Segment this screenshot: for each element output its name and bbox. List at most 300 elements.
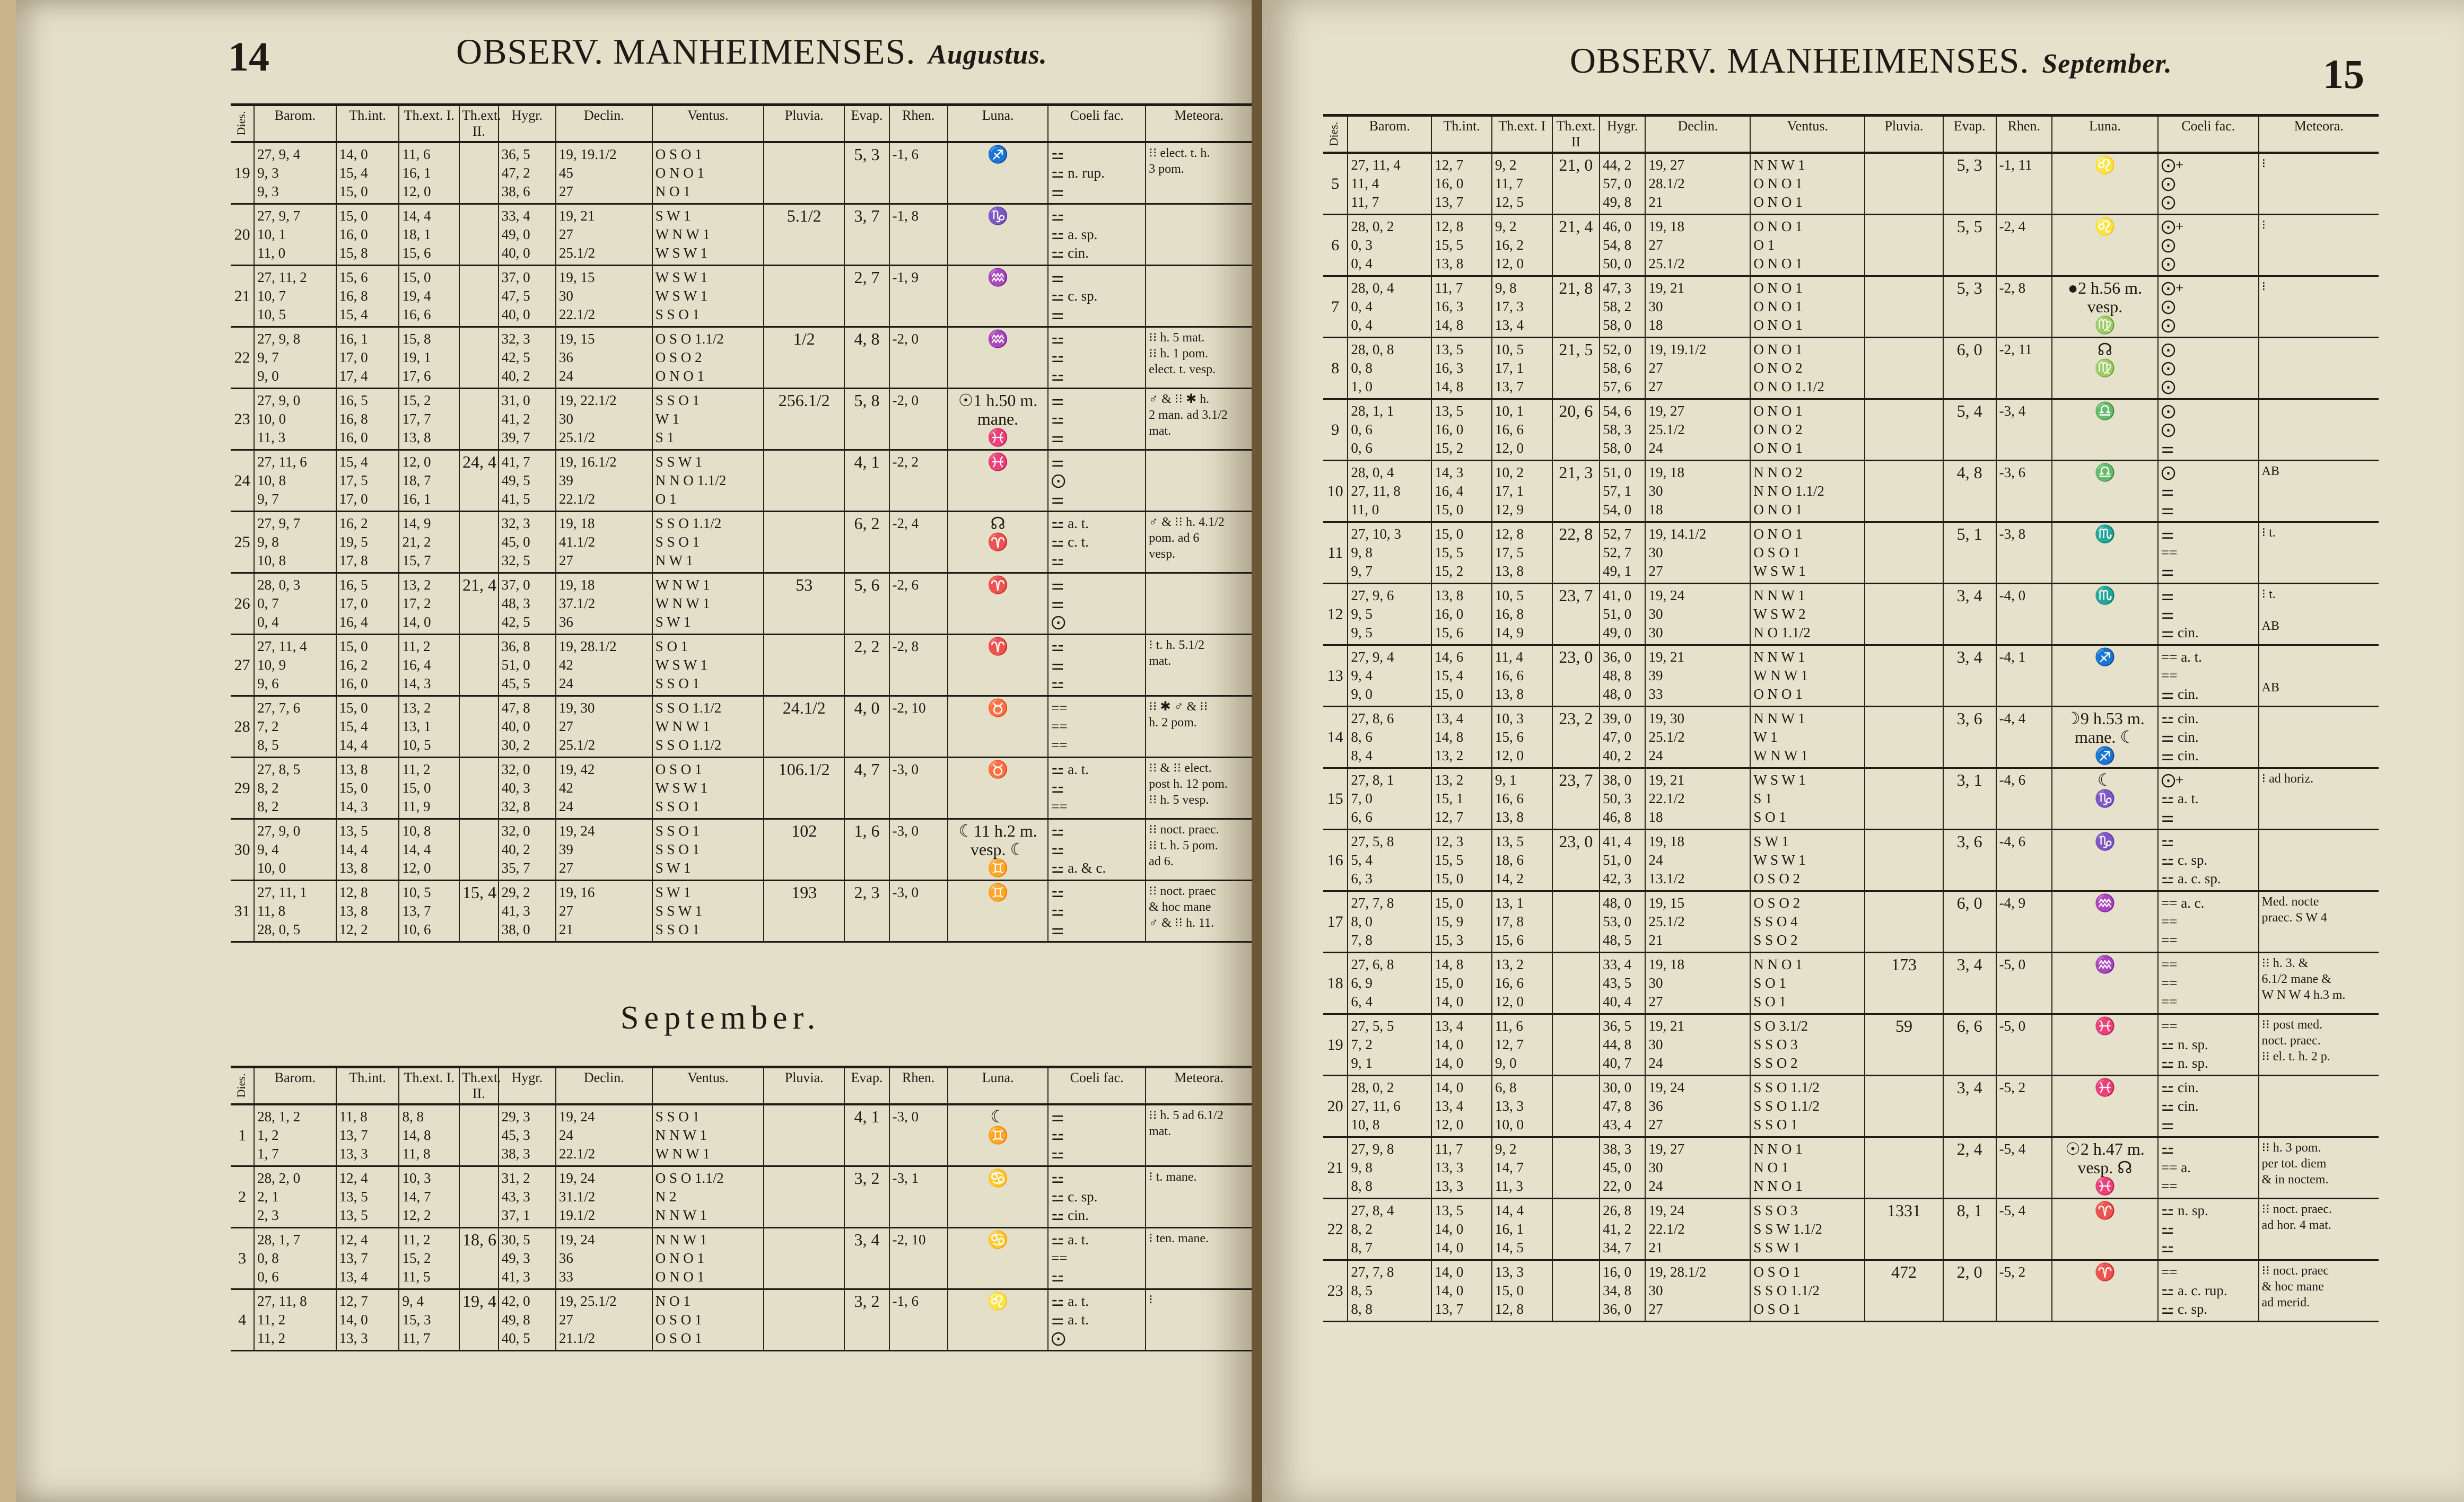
pluvia-cell: 106.1/2 bbox=[764, 758, 844, 819]
thext1-cell: 13, 1 17, 8 15, 6 bbox=[1492, 891, 1552, 953]
table-row bbox=[231, 1166, 1252, 1228]
thext2-cell bbox=[459, 758, 499, 819]
declin-cell: 19, 18 27 25.1/2 bbox=[1645, 215, 1750, 276]
declin-cell: 19, 24 36 33 bbox=[556, 1228, 652, 1289]
thext1-cell: 10, 2 17, 1 12, 9 bbox=[1492, 461, 1552, 522]
rhen-cell: -2, 4 bbox=[889, 512, 948, 573]
thext1-cell: 12, 0 18, 7 16, 1 bbox=[399, 450, 459, 512]
pluvia-cell bbox=[1865, 461, 1943, 522]
pluvia-cell: 53 bbox=[764, 573, 844, 635]
col-pluvia: Pluvia. bbox=[764, 105, 844, 143]
thext1-cell: 10, 1 16, 6 12, 0 bbox=[1492, 399, 1552, 461]
thint-cell: 13, 5 16, 3 14, 8 bbox=[1431, 338, 1492, 399]
barom-cell: 28, 0, 8 0, 8 1, 0 bbox=[1348, 338, 1431, 399]
declin-cell: 19, 18 37.1/2 36 bbox=[556, 573, 652, 635]
thext1-cell: 10, 3 14, 7 12, 2 bbox=[399, 1166, 459, 1228]
rhen-cell: -3, 0 bbox=[889, 819, 948, 881]
meteora-cell: ⁝⁝ h. 5 mat. ⁝⁝ h. 1 pom. elect. t. vesp. bbox=[1146, 327, 1252, 389]
luna-cell: ♊ bbox=[948, 881, 1048, 942]
evap-cell: 4, 0 bbox=[844, 696, 889, 758]
hygr-cell: 38, 0 50, 3 46, 8 bbox=[1600, 768, 1645, 830]
evap-cell: 5, 5 bbox=[1943, 215, 1996, 276]
meteora-cell bbox=[2259, 707, 2379, 768]
pluvia-cell bbox=[764, 512, 844, 573]
rhen-cell: -3, 8 bbox=[1996, 522, 2052, 584]
barom-cell: 27, 7, 8 8, 5 8, 8 bbox=[1348, 1260, 1431, 1322]
declin-cell: 19, 30 27 25.1/2 bbox=[556, 696, 652, 758]
thext1-cell: 14, 4 18, 1 15, 6 bbox=[399, 204, 459, 266]
pluvia-cell bbox=[1865, 584, 1943, 645]
evap-cell: 5, 1 bbox=[1943, 522, 1996, 584]
day-cell: 21 bbox=[231, 266, 254, 327]
thext1-cell: 10, 5 17, 1 13, 7 bbox=[1492, 338, 1552, 399]
col-barom: Barom. bbox=[1348, 116, 1431, 153]
barom-cell: 27, 11, 6 10, 8 9, 7 bbox=[254, 450, 336, 512]
meteora-cell: ⁝ t. AB bbox=[2259, 584, 2379, 645]
ventus-cell: N N O 2 N N O 1.1/2 O N O 1 bbox=[1750, 461, 1865, 522]
ventus-cell: N N W 1 O N O 1 O N O 1 bbox=[1750, 153, 1865, 215]
evap-cell: 2, 7 bbox=[844, 266, 889, 327]
coeli-cell: == ⚍ a. c. rup. ⚍ c. sp. bbox=[2158, 1260, 2259, 1322]
rhen-cell: -5, 0 bbox=[1996, 1014, 2052, 1076]
day-cell: 9 bbox=[1323, 399, 1348, 461]
barom-cell: 27, 11, 8 11, 2 11, 2 bbox=[254, 1289, 336, 1351]
pluvia-cell bbox=[1865, 707, 1943, 768]
luna-cell: ♓ bbox=[2052, 1076, 2158, 1137]
thext1-cell: 13, 5 18, 6 14, 2 bbox=[1492, 830, 1552, 891]
hygr-cell: 31, 0 41, 2 39, 7 bbox=[499, 389, 556, 450]
table-row bbox=[231, 696, 1252, 758]
day-cell: 16 bbox=[1323, 830, 1348, 891]
thint-cell: 14, 0 15, 4 15, 0 bbox=[336, 142, 399, 204]
barom-cell: 28, 0, 3 0, 7 0, 4 bbox=[254, 573, 336, 635]
table-row bbox=[1323, 215, 2379, 276]
col-dies: Dies. bbox=[231, 105, 254, 143]
declin-cell: 19, 27 25.1/2 24 bbox=[1645, 399, 1750, 461]
thext1-cell: 15, 8 19, 1 17, 6 bbox=[399, 327, 459, 389]
thint-cell: 15, 0 16, 2 16, 0 bbox=[336, 635, 399, 696]
evap-cell: 3, 4 bbox=[1943, 1076, 1996, 1137]
col-ventus: Ventus. bbox=[652, 1067, 764, 1105]
thint-cell: 11, 7 16, 3 14, 8 bbox=[1431, 276, 1492, 338]
hygr-cell: 41, 4 51, 0 42, 3 bbox=[1600, 830, 1645, 891]
day-cell: 11 bbox=[1323, 522, 1348, 584]
table-row bbox=[231, 819, 1252, 881]
luna-cell: ♑ bbox=[2052, 830, 2158, 891]
pluvia-cell: 102 bbox=[764, 819, 844, 881]
barom-cell: 27, 9, 7 10, 1 11, 0 bbox=[254, 204, 336, 266]
pluvia-cell bbox=[764, 1166, 844, 1228]
luna-cell: ☽9 h.53 m. mane. ☾ ♐ bbox=[2052, 707, 2158, 768]
hygr-cell: 47, 8 40, 0 30, 2 bbox=[499, 696, 556, 758]
evap-cell: 2, 0 bbox=[1943, 1260, 1996, 1322]
rhen-cell: -2, 8 bbox=[1996, 276, 2052, 338]
thint-cell: 14, 3 16, 4 15, 0 bbox=[1431, 461, 1492, 522]
page-number: 14 bbox=[228, 33, 269, 80]
pluvia-cell bbox=[1865, 215, 1943, 276]
hygr-cell: 52, 7 52, 7 49, 1 bbox=[1600, 522, 1645, 584]
declin-cell: 19, 18 24 13.1/2 bbox=[1645, 830, 1750, 891]
coeli-cell: ⚌ == ⚌ bbox=[2158, 522, 2259, 584]
barom-cell: 27, 11, 4 10, 9 9, 6 bbox=[254, 635, 336, 696]
thext2-cell: 18, 6 bbox=[459, 1228, 499, 1289]
rhen-cell: -3, 0 bbox=[889, 881, 948, 942]
day-cell: 28 bbox=[231, 696, 254, 758]
thext1-cell: 13, 2 13, 1 10, 5 bbox=[399, 696, 459, 758]
ventus-cell: S S O 3 S S W 1.1/2 S S W 1 bbox=[1750, 1199, 1865, 1260]
declin-cell: 19, 25.1/2 27 21.1/2 bbox=[556, 1289, 652, 1351]
barom-cell: 27, 5, 8 5, 4 6, 3 bbox=[1348, 830, 1431, 891]
day-cell: 20 bbox=[231, 204, 254, 266]
rhen-cell: -5, 2 bbox=[1996, 1260, 2052, 1322]
pluvia-cell: 173 bbox=[1865, 953, 1943, 1014]
hygr-cell: 44, 2 57, 0 49, 8 bbox=[1600, 153, 1645, 215]
evap-cell: 5, 8 bbox=[844, 389, 889, 450]
declin-cell: 19, 24 30 30 bbox=[1645, 584, 1750, 645]
august-rows bbox=[231, 142, 1252, 942]
thint-cell: 13, 2 15, 1 12, 7 bbox=[1431, 768, 1492, 830]
pluvia-cell bbox=[764, 1228, 844, 1289]
table-row bbox=[1323, 830, 2379, 891]
thext1-cell: 10, 5 16, 8 14, 9 bbox=[1492, 584, 1552, 645]
pluvia-cell bbox=[1865, 399, 1943, 461]
day-cell: 1 bbox=[231, 1104, 254, 1166]
coeli-cell: == == == bbox=[1048, 696, 1146, 758]
thint-cell: 12, 7 14, 0 13, 3 bbox=[336, 1289, 399, 1351]
september-rows-right bbox=[1323, 153, 2379, 1322]
table-row bbox=[1323, 153, 2379, 215]
thext2-cell: 23, 7 bbox=[1552, 768, 1600, 830]
col-evap: Evap. bbox=[1943, 116, 1996, 153]
ventus-cell: N N W 1 W N W 1 O N O 1 bbox=[1750, 645, 1865, 707]
pluvia-cell bbox=[764, 142, 844, 204]
thext2-cell: 21, 8 bbox=[1552, 276, 1600, 338]
luna-cell: ♎ bbox=[2052, 461, 2158, 522]
day-cell: 29 bbox=[231, 758, 254, 819]
coeli-cell: ⚍ a. t. == ⚍ bbox=[1048, 1228, 1146, 1289]
luna-cell: ♓ bbox=[2052, 1014, 2158, 1076]
day-cell: 6 bbox=[1323, 215, 1348, 276]
thint-cell: 13, 8 15, 0 14, 3 bbox=[336, 758, 399, 819]
table-row bbox=[1323, 1014, 2379, 1076]
thext2-cell: 23, 0 bbox=[1552, 830, 1600, 891]
rhen-cell: -1, 8 bbox=[889, 204, 948, 266]
rhen-cell: -1, 6 bbox=[889, 142, 948, 204]
meteora-cell: ♂ & ⁝⁝ ✱ h. 2 man. ad 3.1/2 mat. bbox=[1146, 389, 1252, 450]
thext2-cell bbox=[459, 389, 499, 450]
barom-cell: 27, 9, 8 9, 8 8, 8 bbox=[1348, 1137, 1431, 1199]
rhen-cell: -3, 1 bbox=[889, 1166, 948, 1228]
evap-cell: 3, 4 bbox=[1943, 953, 1996, 1014]
hygr-cell: 36, 5 44, 8 40, 7 bbox=[1600, 1014, 1645, 1076]
luna-cell: ♌ bbox=[2052, 215, 2158, 276]
hygr-cell: 29, 2 41, 3 38, 0 bbox=[499, 881, 556, 942]
table-row bbox=[1323, 1076, 2379, 1137]
col-thint: Th.int. bbox=[336, 105, 399, 143]
barom-cell: 27, 9, 8 9, 7 9, 0 bbox=[254, 327, 336, 389]
luna-cell: ☾ ♊ bbox=[948, 1104, 1048, 1166]
rhen-cell: -4, 4 bbox=[1996, 707, 2052, 768]
evap-cell: 2, 3 bbox=[844, 881, 889, 942]
thext2-cell: 20, 6 bbox=[1552, 399, 1600, 461]
col-barom: Barom. bbox=[254, 1067, 336, 1105]
day-cell: 12 bbox=[1323, 584, 1348, 645]
thext1-cell: 11, 6 12, 7 9, 0 bbox=[1492, 1014, 1552, 1076]
table-row bbox=[1323, 338, 2379, 399]
luna-cell: ♏ bbox=[2052, 522, 2158, 584]
declin-cell: 19, 16.1/2 39 22.1/2 bbox=[556, 450, 652, 512]
evap-cell: 8, 1 bbox=[1943, 1199, 1996, 1260]
luna-cell: ♓ bbox=[948, 450, 1048, 512]
thext2-cell bbox=[1552, 1260, 1600, 1322]
coeli-cell: ⚌ ⚍ c. sp. ⚌ bbox=[1048, 266, 1146, 327]
thext2-cell bbox=[1552, 891, 1600, 953]
meteora-cell: Med. nocte praec. S W 4 bbox=[2259, 891, 2379, 953]
day-cell: 19 bbox=[1323, 1014, 1348, 1076]
day-cell: 3 bbox=[231, 1228, 254, 1289]
luna-cell: ♉ bbox=[948, 758, 1048, 819]
col-hygr: Hygr. bbox=[1600, 116, 1645, 153]
coeli-cell: ⚍ a. t. ⚌ a. t. ⨀ bbox=[1048, 1289, 1146, 1351]
col-pluvia: Pluvia. bbox=[1865, 116, 1943, 153]
col-thext1: Th.ext. I. bbox=[399, 1067, 459, 1105]
thext2-cell bbox=[1552, 953, 1600, 1014]
meteora-cell: ⁝⁝ & ⁝⁝ elect. post h. 12 pom. ⁝⁝ h. 5 vesp. bbox=[1146, 758, 1252, 819]
day-cell: 19 bbox=[231, 142, 254, 204]
coeli-cell: ⚌ ⚍ ⚍ bbox=[1048, 1104, 1146, 1166]
hygr-cell: 33, 4 49, 0 40, 0 bbox=[499, 204, 556, 266]
thint-cell: 16, 5 17, 0 16, 4 bbox=[336, 573, 399, 635]
ventus-cell: O N O 1 O N O 1 O N O 1 bbox=[1750, 276, 1865, 338]
barom-cell: 28, 0, 4 27, 11, 8 11, 0 bbox=[1348, 461, 1431, 522]
day-cell: 17 bbox=[1323, 891, 1348, 953]
declin-cell: 19, 24 31.1/2 19.1/2 bbox=[556, 1166, 652, 1228]
coeli-cell: ⚌ ⚌ ⨀ bbox=[1048, 573, 1146, 635]
luna-cell: ♏ bbox=[2052, 584, 2158, 645]
table-row bbox=[231, 1228, 1252, 1289]
evap-cell: 6, 6 bbox=[1943, 1014, 1996, 1076]
barom-cell: 27, 8, 1 7, 0 6, 6 bbox=[1348, 768, 1431, 830]
meteora-cell: AB bbox=[2259, 461, 2379, 522]
thext2-cell bbox=[459, 512, 499, 573]
september-table-right bbox=[1323, 114, 2379, 1322]
thext2-cell: 19, 4 bbox=[459, 1289, 499, 1351]
rhen-cell: -4, 0 bbox=[1996, 584, 2052, 645]
thext1-cell: 9, 1 16, 6 13, 8 bbox=[1492, 768, 1552, 830]
luna-cell: ☊ ♈ bbox=[948, 512, 1048, 573]
pluvia-cell: 5.1/2 bbox=[764, 204, 844, 266]
day-cell: 15 bbox=[1323, 768, 1348, 830]
table-row bbox=[231, 327, 1252, 389]
coeli-cell: == == == bbox=[2158, 953, 2259, 1014]
table-row bbox=[1323, 522, 2379, 584]
col-evap: Evap. bbox=[844, 1067, 889, 1105]
pluvia-cell: 1331 bbox=[1865, 1199, 1943, 1260]
thint-cell: 15, 0 15, 9 15, 3 bbox=[1431, 891, 1492, 953]
col-dies: Dies. bbox=[231, 1067, 254, 1105]
barom-cell: 27, 11, 1 11, 8 28, 0, 5 bbox=[254, 881, 336, 942]
evap-cell: 3, 7 bbox=[844, 204, 889, 266]
thext2-cell: 21, 3 bbox=[1552, 461, 1600, 522]
thext1-cell: 11, 2 15, 0 11, 9 bbox=[399, 758, 459, 819]
thint-cell: 12, 7 16, 0 13, 7 bbox=[1431, 153, 1492, 215]
pluvia-cell bbox=[1865, 276, 1943, 338]
luna-cell: ♋ bbox=[948, 1166, 1048, 1228]
barom-cell: 27, 8, 4 8, 2 8, 7 bbox=[1348, 1199, 1431, 1260]
day-cell: 22 bbox=[231, 327, 254, 389]
col-thext1: Th.ext. I. bbox=[399, 105, 459, 143]
table-row bbox=[1323, 1199, 2379, 1260]
ventus-cell: N O 1 O S O 1 O S O 1 bbox=[652, 1289, 764, 1351]
table-row bbox=[1323, 461, 2379, 522]
coeli-cell: ⚍ ⚍ a. sp. ⚍ cin. bbox=[1048, 204, 1146, 266]
ventus-cell: O N O 1 O N O 2 O N O 1 bbox=[1750, 399, 1865, 461]
thext1-cell: 9, 2 14, 7 11, 3 bbox=[1492, 1137, 1552, 1199]
luna-cell: ♈ bbox=[2052, 1260, 2158, 1322]
luna-cell: ♋ bbox=[948, 1228, 1048, 1289]
barom-cell: 27, 9, 4 9, 4 9, 0 bbox=[1348, 645, 1431, 707]
day-cell: 13 bbox=[1323, 645, 1348, 707]
table-row bbox=[231, 758, 1252, 819]
thext1-cell: 13, 3 15, 0 12, 8 bbox=[1492, 1260, 1552, 1322]
running-head bbox=[456, 31, 1047, 73]
thext1-cell: 10, 5 13, 7 10, 6 bbox=[399, 881, 459, 942]
rhen-cell: -2, 8 bbox=[889, 635, 948, 696]
coeli-cell: ⨀+ ⨀ ⨀ bbox=[2158, 153, 2259, 215]
meteora-cell: ⁝⁝ noct. praec & hoc mane ♂ & ⁝⁝ h. 11. bbox=[1146, 881, 1252, 942]
coeli-cell: ⚌ ⚍ ⚌ bbox=[1048, 389, 1146, 450]
evap-cell: 3, 2 bbox=[844, 1289, 889, 1351]
meteora-cell bbox=[2259, 399, 2379, 461]
book-fore-edge bbox=[0, 0, 16, 1502]
table-row bbox=[231, 512, 1252, 573]
pluvia-cell bbox=[1865, 830, 1943, 891]
thext1-cell: 10, 8 14, 4 12, 0 bbox=[399, 819, 459, 881]
meteora-cell bbox=[2259, 830, 2379, 891]
rhen-cell: -2, 6 bbox=[889, 573, 948, 635]
luna-cell: ♌ bbox=[948, 1289, 1048, 1351]
coeli-cell: ⚍ ⚌ ⚍ bbox=[1048, 635, 1146, 696]
coeli-cell: ⨀+ ⨀ ⨀ bbox=[2158, 215, 2259, 276]
luna-cell: ♐ bbox=[948, 142, 1048, 204]
thint-cell: 13, 8 16, 0 15, 6 bbox=[1431, 584, 1492, 645]
thext2-cell bbox=[459, 635, 499, 696]
luna-cell: ♒ bbox=[948, 266, 1048, 327]
coeli-cell: ⨀ ⨀ ⨀ bbox=[2158, 338, 2259, 399]
pluvia-cell bbox=[1865, 1137, 1943, 1199]
evap-cell: 6, 0 bbox=[1943, 338, 1996, 399]
luna-cell: ☊ ♍ bbox=[2052, 338, 2158, 399]
barom-cell: 27, 10, 3 9, 8 9, 7 bbox=[1348, 522, 1431, 584]
day-cell: 10 bbox=[1323, 461, 1348, 522]
ventus-cell: S O 3.1/2 S S O 3 S S O 2 bbox=[1750, 1014, 1865, 1076]
meteora-cell: ⁝⁝ noct. praec. ⁝⁝ t. h. 5 pom. ad 6. bbox=[1146, 819, 1252, 881]
coeli-cell: == a. c. == == bbox=[2158, 891, 2259, 953]
coeli-cell: ⨀ ⨀ ⚌ bbox=[2158, 399, 2259, 461]
thext1-cell: 9, 2 16, 2 12, 0 bbox=[1492, 215, 1552, 276]
rhen-cell: -4, 1 bbox=[1996, 645, 2052, 707]
day-cell: 18 bbox=[1323, 953, 1348, 1014]
rhen-cell: -2, 10 bbox=[889, 696, 948, 758]
ventus-cell: O N O 1 O S O 1 W S W 1 bbox=[1750, 522, 1865, 584]
meteora-cell: ⁝ t. h. 5.1/2 mat. bbox=[1146, 635, 1252, 696]
thext2-cell: 23, 7 bbox=[1552, 584, 1600, 645]
rhen-cell: -5, 0 bbox=[1996, 953, 2052, 1014]
coeli-cell: ⚍ == a. == bbox=[2158, 1137, 2259, 1199]
hygr-cell: 30, 0 47, 8 43, 4 bbox=[1600, 1076, 1645, 1137]
hygr-cell: 32, 3 42, 5 40, 2 bbox=[499, 327, 556, 389]
meteora-cell: ⁝ t. mane. bbox=[1146, 1166, 1252, 1228]
pluvia-cell: 472 bbox=[1865, 1260, 1943, 1322]
meteora-cell: ⁝⁝ h. 3. & 6.1/2 mane & W N W 4 h.3 m. bbox=[2259, 953, 2379, 1014]
thext1-cell: 14, 9 21, 2 15, 7 bbox=[399, 512, 459, 573]
barom-cell: 28, 1, 2 1, 2 1, 7 bbox=[254, 1104, 336, 1166]
coeli-cell: ⚍ a. t. ⚍ c. t. ⚍ bbox=[1048, 512, 1146, 573]
evap-cell: 3, 6 bbox=[1943, 830, 1996, 891]
declin-cell: 19, 15 36 24 bbox=[556, 327, 652, 389]
thext1-cell: 11, 4 16, 6 13, 8 bbox=[1492, 645, 1552, 707]
col-meteora: Meteora. bbox=[2259, 116, 2379, 153]
rhen-cell: -2, 2 bbox=[889, 450, 948, 512]
meteora-cell: ⁝⁝ noct. praec. ad hor. 4 mat. bbox=[2259, 1199, 2379, 1260]
evap-cell: 5, 3 bbox=[844, 142, 889, 204]
barom-cell: 28, 1, 1 0, 6 0, 6 bbox=[1348, 399, 1431, 461]
coeli-cell: == ⚍ n. sp. ⚍ n. sp. bbox=[2158, 1014, 2259, 1076]
col-coeli: Coeli fac. bbox=[2158, 116, 2259, 153]
pluvia-cell: 1/2 bbox=[764, 327, 844, 389]
thext2-cell bbox=[459, 327, 499, 389]
rhen-cell: -3, 0 bbox=[889, 1104, 948, 1166]
day-cell: 30 bbox=[231, 819, 254, 881]
luna-cell: ♈ bbox=[2052, 1199, 2158, 1260]
day-cell: 22 bbox=[1323, 1199, 1348, 1260]
day-cell: 7 bbox=[1323, 276, 1348, 338]
evap-cell: 5, 4 bbox=[1943, 399, 1996, 461]
thext2-cell bbox=[1552, 1137, 1600, 1199]
pluvia-cell bbox=[1865, 891, 1943, 953]
table-row bbox=[231, 573, 1252, 635]
col-dies: Dies. bbox=[1323, 116, 1348, 153]
meteora-cell: ⁝⁝ elect. t. h. 3 pom. bbox=[1146, 142, 1252, 204]
barom-cell: 28, 1, 7 0, 8 0, 6 bbox=[254, 1228, 336, 1289]
ventus-cell: O S O 2 S S O 4 S S O 2 bbox=[1750, 891, 1865, 953]
rhen-cell: -2, 10 bbox=[889, 1228, 948, 1289]
evap-cell: 3, 1 bbox=[1943, 768, 1996, 830]
coeli-cell: ⚍ ⚍ ⚍ bbox=[1048, 327, 1146, 389]
thext2-cell bbox=[1552, 1014, 1600, 1076]
luna-cell: ♒ bbox=[948, 327, 1048, 389]
barom-cell: 27, 8, 6 8, 6 8, 4 bbox=[1348, 707, 1431, 768]
hygr-cell: 31, 2 43, 3 37, 1 bbox=[499, 1166, 556, 1228]
coeli-cell: ⚍ ⚍ ⚌ bbox=[1048, 881, 1146, 942]
coeli-cell: ⚍ cin. ⚌ cin. ⚌ cin. bbox=[2158, 707, 2259, 768]
ventus-cell: O S O 1 W S W 1 S S O 1 bbox=[652, 758, 764, 819]
rhen-cell: -5, 2 bbox=[1996, 1076, 2052, 1137]
pluvia-cell bbox=[1865, 522, 1943, 584]
thint-cell: 11, 7 13, 3 13, 3 bbox=[1431, 1137, 1492, 1199]
col-thext2: Th.ext. II bbox=[1552, 116, 1600, 153]
luna-cell: ♒ bbox=[2052, 953, 2158, 1014]
pluvia-cell bbox=[1865, 338, 1943, 399]
evap-cell: 3, 4 bbox=[1943, 584, 1996, 645]
declin-cell: 19, 21 30 24 bbox=[1645, 1014, 1750, 1076]
thint-cell: 12, 4 13, 7 13, 4 bbox=[336, 1228, 399, 1289]
evap-cell: 5, 6 bbox=[844, 573, 889, 635]
ventus-cell: N N O 1 S O 1 S O 1 bbox=[1750, 953, 1865, 1014]
luna-cell: ♎ bbox=[2052, 399, 2158, 461]
meteora-cell: ⁝ bbox=[2259, 153, 2379, 215]
luna-cell: ♒ bbox=[2052, 891, 2158, 953]
